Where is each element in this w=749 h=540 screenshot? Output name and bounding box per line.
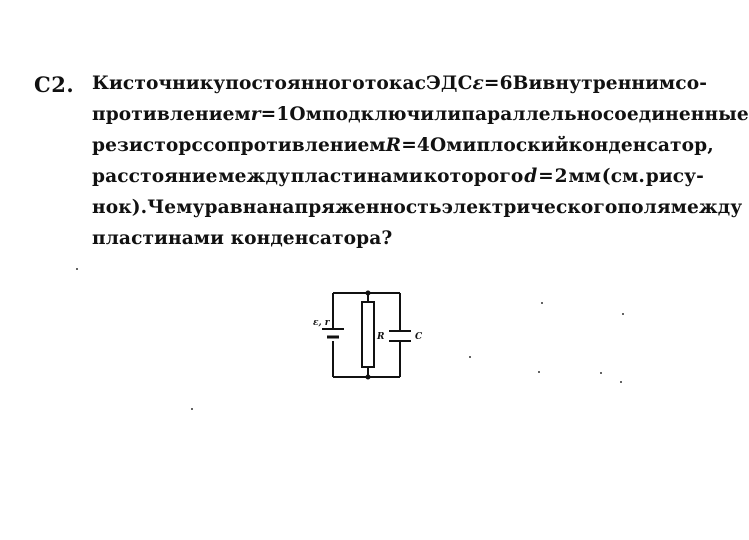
- resistor-label: R: [377, 332, 385, 342]
- text-word: подключили: [321, 104, 462, 125]
- text-word: электрического: [441, 197, 618, 218]
- scan-speck: [622, 313, 624, 315]
- problem-number: С2.: [34, 72, 75, 97]
- text-word: R: [385, 135, 402, 156]
- text-word: расстояние: [92, 166, 218, 187]
- text-word: плоский: [476, 135, 569, 156]
- text-word: r: [250, 104, 261, 125]
- wire-left: [333, 293, 400, 377]
- text-word: конденсатор,: [568, 135, 714, 156]
- text-word: =: [483, 73, 500, 94]
- text-word: ε: [472, 73, 484, 94]
- text-word: пластинами конденсатора?: [92, 228, 393, 249]
- text-word: которого: [423, 166, 524, 187]
- scan-speck: [600, 372, 602, 374]
- text-word: пластинами: [290, 166, 423, 187]
- scan-speck: [620, 381, 622, 383]
- text-word: поля: [617, 197, 671, 218]
- text-word: ЭДС: [426, 73, 473, 94]
- text-word: источнику: [109, 73, 226, 94]
- text-word: d: [524, 166, 538, 187]
- text-word: рису-: [645, 166, 704, 187]
- text-word: с: [414, 73, 427, 94]
- scan-speck: [541, 302, 543, 304]
- text-line: [92, 72, 708, 103]
- text-word: с: [191, 135, 203, 156]
- text-word: напряженность: [268, 197, 442, 218]
- text-word: резистор: [92, 135, 192, 156]
- text-word: соединенные: [602, 104, 749, 125]
- text-word: между: [218, 166, 290, 187]
- resistor-symbol: [362, 302, 374, 367]
- text-line: [92, 227, 704, 258]
- problem-text: [92, 72, 749, 258]
- scan-speck: [76, 268, 78, 270]
- text-word: 1: [276, 104, 290, 125]
- text-word: и: [528, 73, 543, 94]
- text-word: между: [670, 197, 743, 218]
- text-word: В: [512, 73, 529, 94]
- text-word: параллельно: [461, 104, 603, 125]
- text-word: Чему: [147, 197, 205, 218]
- text-word: =: [260, 104, 277, 125]
- text-word: сопротивлением: [202, 135, 386, 156]
- text-line: [92, 196, 743, 227]
- text-word: 2: [554, 166, 568, 187]
- text-line: [92, 134, 714, 165]
- text-word: и: [462, 135, 477, 156]
- text-word: со-: [675, 73, 708, 94]
- node-bottom: [366, 375, 371, 380]
- text-word: нок).: [92, 197, 148, 218]
- text-word: =: [401, 135, 417, 156]
- text-word: Ом: [289, 104, 322, 125]
- scan-speck: [469, 356, 471, 358]
- scan-speck: [191, 408, 193, 410]
- text-word: равна: [204, 197, 269, 218]
- text-word: 6: [499, 73, 513, 94]
- text-word: тока: [364, 73, 415, 94]
- text-word: постоянного: [225, 73, 365, 94]
- text-line: [92, 165, 704, 196]
- node-top: [366, 291, 371, 296]
- text-word: Ом: [429, 135, 463, 156]
- scan-speck: [538, 371, 540, 373]
- source-label: ε, r: [313, 318, 330, 328]
- circuit-diagram: [300, 285, 440, 385]
- text-word: 4: [416, 135, 430, 156]
- text-line: [92, 103, 749, 134]
- text-word: К: [92, 73, 110, 94]
- text-word: внутренним: [542, 73, 676, 94]
- text-word: противлением: [92, 104, 251, 125]
- text-word: мм: [568, 166, 601, 187]
- text-word: =: [538, 166, 554, 187]
- capacitor-label: C: [415, 332, 423, 342]
- text-word: (см.: [601, 166, 645, 187]
